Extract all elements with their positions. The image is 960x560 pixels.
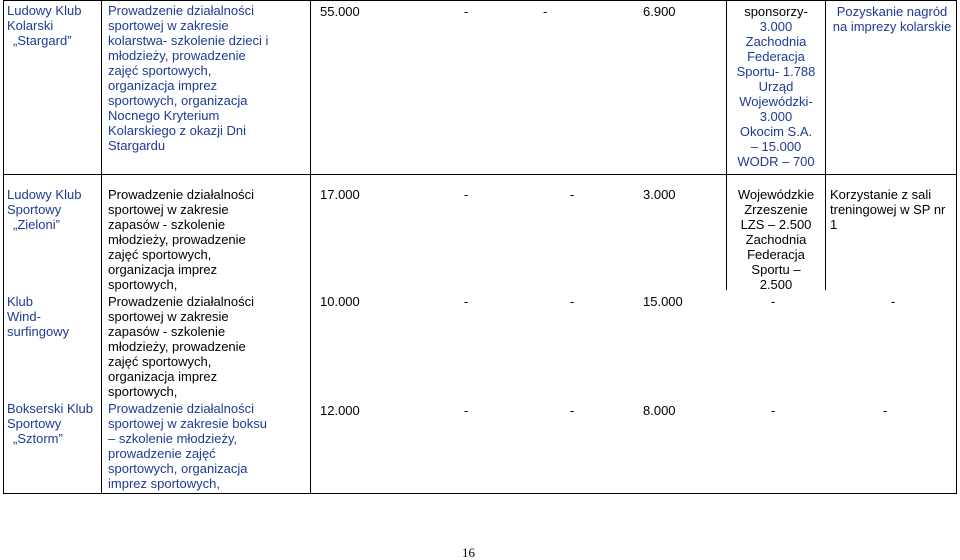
clubs-table	[3, 0, 957, 494]
amount-b: -	[570, 403, 575, 418]
column-divider	[825, 0, 826, 174]
total-amount: 10.000	[320, 294, 360, 309]
club-name: Klub Wind- surfingowy	[7, 294, 70, 339]
club-name: Bokserski Klub Sportowy „Sztorm”	[7, 401, 93, 446]
activity-description: Prowadzenie działalności sportowej w zakresie boksu – szkolenie młodzieży, prowadzenie zajęć sportowych, organizacja imprez sportowych,	[108, 401, 267, 491]
notes: -	[883, 403, 888, 418]
funding-sources: -	[771, 403, 776, 418]
notes: Pozyskanie nagród na imprezy kolarskie	[832, 4, 952, 34]
notes: Korzystanie z sali treningowej w SP nr 1	[830, 187, 946, 232]
column-divider	[825, 175, 826, 290]
amount-a: -	[464, 187, 469, 202]
amount-b: -	[570, 187, 575, 202]
notes: -	[891, 294, 896, 309]
activity-description: Prowadzenie działalności sportowej w zakresie zapasów - szkolenie młodzieży, prowadzenie zajęć sportowych, organizacja imprez sportowych,	[108, 187, 254, 292]
funding-sources: Wojewódzkie Zrzeszenie LZS – 2.500 Zachodnia Federacja Sportu – 2.500	[737, 187, 815, 292]
amount-a: -	[464, 294, 469, 309]
table-border-left	[3, 0, 4, 494]
column-divider	[101, 0, 102, 494]
amount-a: -	[464, 403, 469, 418]
activity-description: Prowadzenie działalności sportowej w zakresie zapasów - szkolenie młodzieży, prowadzenie zajęć sportowych, organizacja imprez sportowych,	[108, 294, 254, 399]
table-border-right	[956, 0, 957, 494]
club-name: Ludowy Klub Sportowy „Zieloni”	[7, 187, 82, 232]
column-divider	[726, 175, 727, 290]
activity-description: Prowadzenie działalności sportowej w zakresie kolarstwa- szkolenie dzieci i młodzieży, prowadzenie zajęć sportowych, organizacja imprez sportowych, organizacja Nocnego Kryterium Kolarskiego z okazji Dni Stargardu	[108, 3, 269, 153]
amount-c: 8.000	[643, 403, 676, 418]
funding-sources: -	[771, 294, 776, 309]
funding-sources: sponsorzy- 3.000 Zachodnia Federacja Sportu- 1.788 Urząd Wojewódzki- 3.000 Okocim S.A. – 15.000 WODR – 700	[736, 4, 816, 169]
row-divider	[3, 174, 957, 175]
total-amount: 17.000	[320, 187, 360, 202]
table-border-bottom	[3, 493, 957, 494]
amount-c: 3.000	[643, 187, 676, 202]
column-divider	[726, 0, 727, 174]
club-name: Ludowy Klub Kolarski „Stargard”	[7, 3, 82, 48]
table-border-top	[3, 0, 957, 1]
total-amount: 12.000	[320, 403, 360, 418]
amount-b: -	[570, 294, 575, 309]
total-amount: 55.000	[320, 4, 360, 19]
amount-a: -	[464, 4, 469, 19]
page-number: 16	[462, 545, 475, 560]
amount-b: -	[543, 4, 548, 19]
amount-c: 15.000	[643, 294, 683, 309]
amount-c: 6.900	[643, 4, 676, 19]
